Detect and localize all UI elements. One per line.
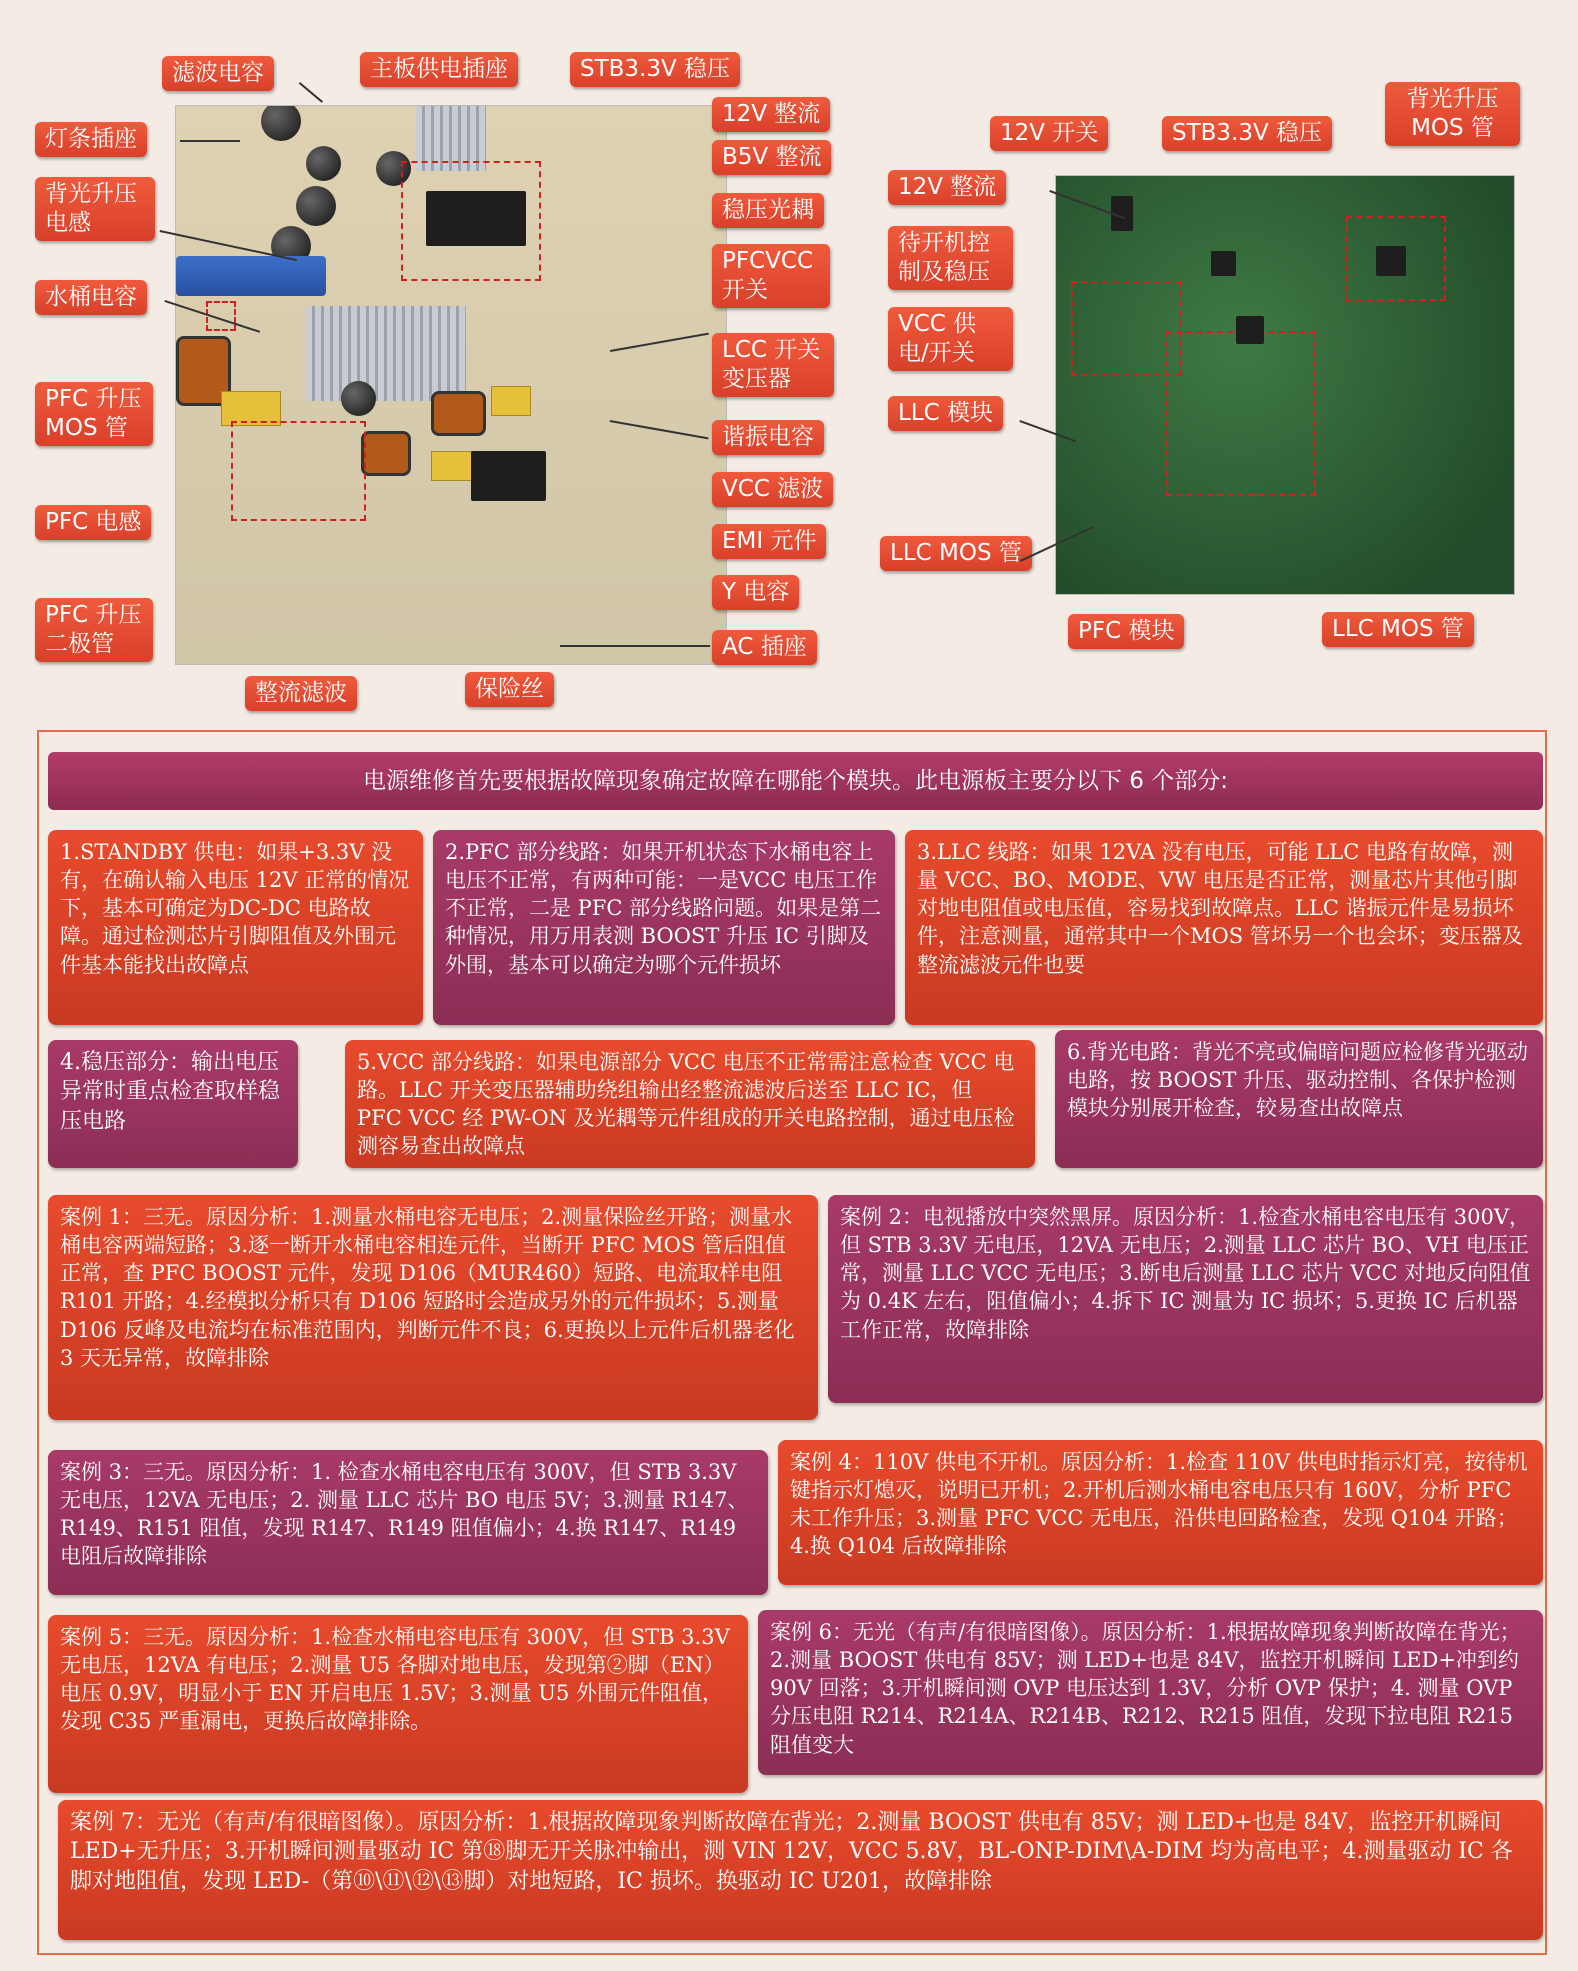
smd-chip <box>1376 246 1406 276</box>
label-vcc-supply: VCC 供电/开关 <box>888 307 1013 371</box>
label-b5v-rectifier: B5V 整流 <box>712 140 831 175</box>
label-pfc-module: PFC 模块 <box>1068 614 1184 649</box>
label-pfc-diode: PFC 升压二极管 <box>35 598 153 662</box>
rectifier-outline <box>231 421 366 521</box>
label-backlight-mos: 背光升压MOS 管 <box>1385 82 1520 146</box>
heatsink <box>306 306 466 401</box>
case-7: 案例 7：无光（有声/有很暗图像）。原因分析：1.根据故障现象判断故障在背光；2.测量 BOOST 供电有 85V；测 LED+也是 84V，监控开机瞬间 LED+无升压；3.开机瞬间测量驱动 IC 第⑱脚无开关脉冲输出，测 VIN 12V，VCC 5.8V，BL-ONP-DIM\A-DIM 均为高电平；4.测量驱动 IC 各脚对地阻值，发现 LED-（第⑩\⑪\⑫\⑬脚）对地短路，IC 损坏。换驱动 IC U201，故障排除 <box>58 1800 1543 1940</box>
label-pfcvcc-switch: PFCVCC开关 <box>712 244 830 308</box>
capacitor <box>296 186 336 226</box>
label-y-capacitor: Y 电容 <box>712 575 799 610</box>
label-main-board-socket: 主板供电插座 <box>360 52 518 87</box>
label-filter-capacitor: 滤波电容 <box>162 56 274 91</box>
label-rectifier-filter: 整流滤波 <box>245 676 357 711</box>
label-stb-regulator-right: STB3.3V 稳压 <box>1162 116 1332 151</box>
bucket-capacitor-bank <box>176 256 326 296</box>
intro-banner: 电源维修首先要根据故障现象确定故障在哪能个模块。此电源板主要分以下 6 个部分: <box>48 752 1543 810</box>
label-llc-module: LLC 模块 <box>888 396 1003 431</box>
label-pfc-mos: PFC 升压MOS 管 <box>35 382 153 446</box>
x-capacitor <box>431 451 476 481</box>
label-light-bar-socket: 灯条插座 <box>35 122 147 157</box>
pfc-module-outline <box>1166 331 1316 496</box>
capacitor <box>261 105 301 141</box>
emi-coil <box>431 391 486 436</box>
case-3: 案例 3：三无。原因分析：1. 检查水桶电容电压有 300V，但 STB 3.3V 无电压，12VA 无电压；2. 测量 LLC 芯片 BO 电压 5V；3.测量 R147、R149、R151 阻值，发现 R147、R149 阻值偏小；4.换 R147、R149 电阻后故障排除 <box>48 1450 768 1595</box>
label-ac-socket: AC 插座 <box>712 630 817 665</box>
section-pfc: 2.PFC 部分线路：如果开机状态下水桶电容上电压不正常，有两种可能：一是VCC 电压工作不正常，二是 PFC 部分线路问题。如果是第二种情况，用万用表测 BOOST 升压 IC 引脚及外围，基本可以确定为哪个元件损坏 <box>433 830 895 1025</box>
label-backlight-inductor: 背光升压电感 <box>35 177 155 241</box>
label-optocoupler: 稳压光耦 <box>712 193 824 228</box>
emi-coil <box>361 431 411 476</box>
section-vcc: 5.VCC 部分线路：如果电源部分 VCC 电压不正常需注意检查 VCC 电路。LLC 开关变压器辅助绕组输出经整流滤波后送至 LLC IC，但 PFC VCC 经 PW-ON 及光耦等元件组成的开关电路控制，通过电压检测容易查出故障点 <box>345 1040 1035 1168</box>
label-llc-mos-left: LLC MOS 管 <box>880 536 1032 571</box>
llc-module-outline <box>1071 281 1181 376</box>
x-capacitor <box>491 386 531 416</box>
capacitor <box>341 381 376 416</box>
case-5: 案例 5：三无。原因分析：1.检查水桶电容电压有 300V，但 STB 3.3V 无电压，12VA 有电压；2.测量 U5 各脚对地电压，发现第②脚（EN）电压 0.9V，明显小于 EN 开启电压 1.5V；3.测量 U5 外围元件阻值，发现 C35 严重漏电，更换后故障排除。 <box>48 1615 748 1793</box>
capacitor <box>306 146 341 181</box>
section-standby: 1.STANDBY 供电：如果+3.3V 没有，在确认输入电压 12V 正常的情况下，基本可确定为DC-DC 电路故障。通过检测芯片引脚阻值及外围元件基本能找出故障点 <box>48 830 423 1025</box>
label-llc-mos-bottom: LLC MOS 管 <box>1322 612 1474 647</box>
power-board-solder-side-photo <box>1055 175 1515 595</box>
power-board-component-photo <box>175 105 727 665</box>
label-llc-transformer: LCC 开关变压器 <box>712 333 834 397</box>
label-12v-rectifier-right: 12V 整流 <box>888 170 1006 205</box>
label-standby-control: 待开机控制及稳压 <box>888 226 1013 290</box>
label-resonant-capacitor: 谐振电容 <box>712 420 824 455</box>
label-stb-regulator: STB3.3V 稳压 <box>570 52 740 87</box>
section-llc: 3.LLC 线路：如果 12VA 没有电压，可能 LLC 电路有故障，测量 VCC、BO、MODE、VW 电压是否正常，测量芯片其他引脚对地电阻值或电压值，容易找到故障点。LLC 谐振元件是易损坏件，注意测量，通常其中一个MOS 管坏另一个也会坏；变压器及整流滤波元件也要 <box>905 830 1543 1025</box>
leader-line <box>560 645 710 647</box>
section-regulator: 4.稳压部分：输出电压异常时重点检查取样稳压电路 <box>48 1040 298 1168</box>
ac-socket-component <box>471 451 546 501</box>
label-emi-component: EMI 元件 <box>712 524 826 559</box>
case-4: 案例 4：110V 供电不开机。原因分析：1.检查 110V 供电时指示灯亮，按待机键指示灯熄灭，说明已开机；2.开机后测水桶电容电压只有 160V，分析 PFC 未工作升压；3.测量 PFC VCC 无电压，沿供电回路检查，发现 Q104 开路；4.换 Q104 后故障排除 <box>778 1440 1543 1585</box>
label-pfc-inductor: PFC 电感 <box>35 505 151 540</box>
case-1: 案例 1：三无。原因分析：1.测量水桶电容无电压；2.测量保险丝开路；测量水桶电容两端短路；3.逐一断开水桶电容相连元件，当断开 PFC MOS 管后阻值正常，查 PFC BOOST 元件，发现 D106（MUR460）短路、电流取样电阻 R101 开路；4.经模拟分析只有 D106 短路时会造成另外的元件损坏；5.测量 D106 反峰及电流均在标准范围内，判断元件不良；6.更换以上元件后机器老化 3 天无异常，故障排除 <box>48 1195 818 1420</box>
label-vcc-filter: VCC 滤波 <box>712 472 833 507</box>
label-fuse: 保险丝 <box>465 672 554 707</box>
leader-line <box>180 140 240 142</box>
label-12v-switch: 12V 开关 <box>990 116 1108 151</box>
smd-chip <box>1211 251 1236 276</box>
smd-chip <box>1236 316 1264 344</box>
label-12v-rectifier: 12V 整流 <box>712 97 830 132</box>
case-2: 案例 2：电视播放中突然黑屏。原因分析：1.检查水桶电容电压有 300V，但 STB 3.3V 无电压，12VA 无电压；2.测量 LLC 芯片 BO、VH 电压正常，测量 LLC VCC 无电压；3.断电后测量 LLC 芯片 VCC 对地反向阻值为 0.4K 左右，阻值偏小；4.拆下 IC 测量为 IC 损坏；5.更换 IC 后机器工作正常，故障排除 <box>828 1195 1543 1403</box>
leader-line <box>299 82 323 103</box>
section-backlight: 6.背光电路：背光不亮或偏暗问题应检修背光驱动电路，按 BOOST 升压、驱动控制、各保护检测模块分别展开检查，较易查出故障点 <box>1055 1030 1543 1168</box>
case-6: 案例 6：无光（有声/有很暗图像）。原因分析：1.根据故障现象判断故障在背光；2.测量 BOOST 供电有 85V；测 LED+也是 84V，监控开机瞬间 LED+冲到约 90V 回落；3.开机瞬间测 OVP 电压达到 1.3V，分析 OVP 保护；4. 测量 OVP 分压电阻 R214、R214A、R214B、R212、R215 阻值，发现下拉电阻 R215 阻值变大 <box>758 1610 1543 1775</box>
transformer <box>426 191 526 246</box>
label-bucket-capacitor: 水桶电容 <box>35 280 147 315</box>
